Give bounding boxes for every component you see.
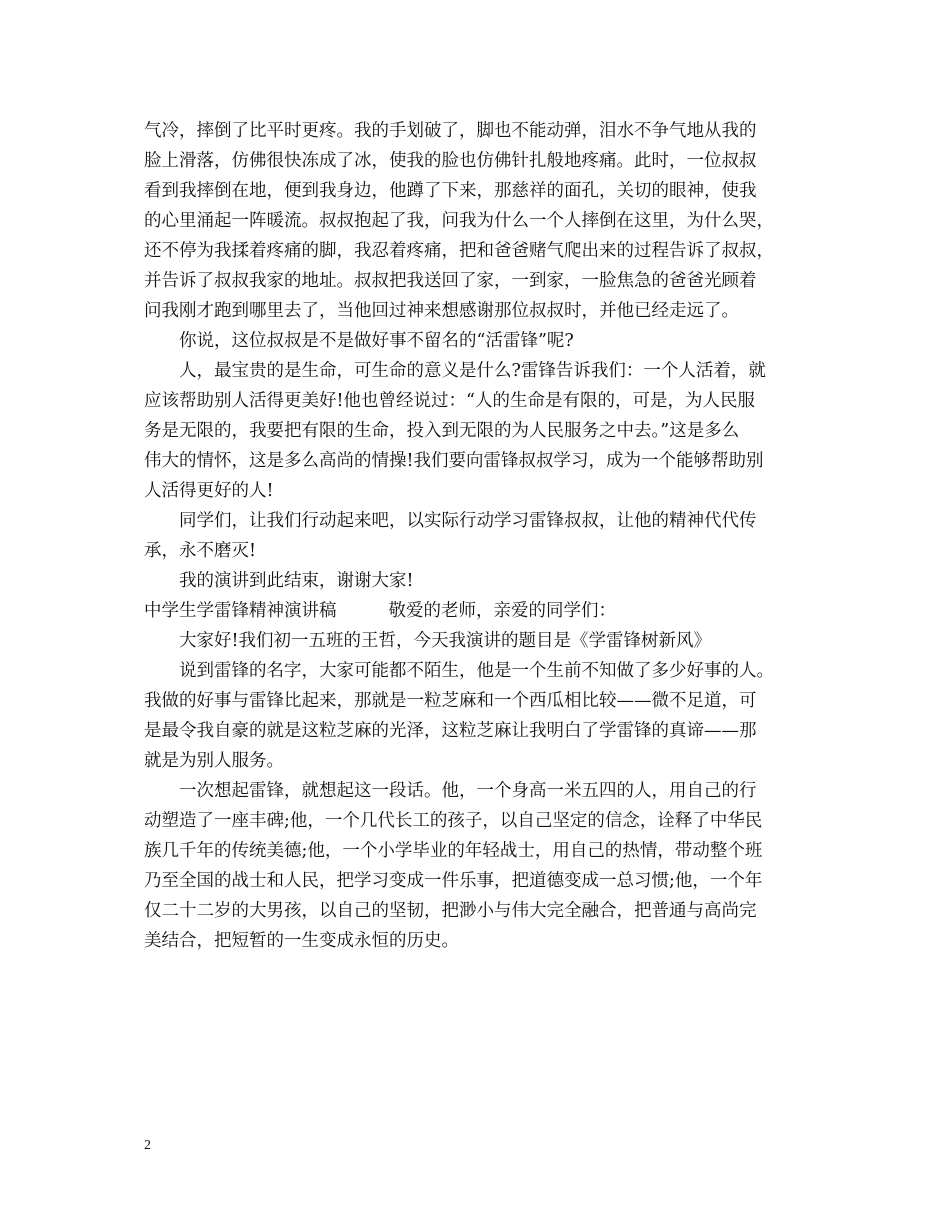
salutation: 敬爱的老师，亲爱的同学们： xyxy=(388,601,616,621)
text-line: 族几千年的传统美德;他，一个小学毕业的年轻战士，用自己的热情，带动整个班 xyxy=(144,841,763,861)
paragraph-start-line: 同学们，让我们行动起来吧，以实际行动学习雷锋叔叔，让他的精神代代传 xyxy=(179,511,757,531)
text-line: 是最令我自豪的就是这粒芝麻的光泽，这粒芝麻让我明白了学雷锋的真谛——那 xyxy=(144,721,757,741)
paragraph-start-line: 你说，这位叔叔是不是做好事不留名的“活雷锋”呢? xyxy=(179,331,574,351)
section-title-line xyxy=(144,596,820,626)
text-line: 仅二十二岁的大男孩，以自己的坚韧，把渺小与伟大完全融合，把普通与高尚完 xyxy=(144,901,757,921)
text-line: 并告诉了叔叔我家的地址。叔叔把我送回了家，一到家，一脸焦急的爸爸光顾着 xyxy=(144,271,757,291)
text-line: 就是为别人服务。 xyxy=(144,751,284,771)
text-line: 还不停为我揉着疼痛的脚，我忍着疼痛，把和爸爸赌气爬出来的过程告诉了叔叔， xyxy=(144,241,774,261)
text-line: 问我刚才跑到哪里去了，当他回过神来想感谢那位叔叔时，并他已经走远了。 xyxy=(144,301,739,321)
page-number: 2 xyxy=(144,1138,151,1153)
text-line: 气冷，摔倒了比平时更疼。我的手划破了，脚也不能动弹，泪水不争气地从我的 xyxy=(144,121,757,141)
paragraph-start-line: 大家好!我们初一五班的王哲，今天我演讲的题目是《学雷锋树新风》 xyxy=(179,631,712,651)
paragraph-start-line: 说到雷锋的名字，大家可能都不陌生，他是一个生前不知做了多少好事的人。 xyxy=(179,661,774,681)
text-line: 人活得更好的人! xyxy=(144,481,274,501)
text-line: 看到我摔倒在地，便到我身边，他蹲了下来，那慈祥的面孔，关切的眼神，使我 xyxy=(144,181,757,201)
text-line: 我做的好事与雷锋比起来，那就是一粒芝麻和一个西瓜相比较——微不足道，可 xyxy=(144,691,757,711)
text-line: 承，永不磨灭! xyxy=(144,541,257,561)
paragraph-start-line: 一次想起雷锋，就想起这一段话。他，一个身高一米五四的人，用自己的行 xyxy=(179,781,757,801)
text-line: 美结合，把短暂的一生变成永恒的历史。 xyxy=(144,931,459,951)
text-line: 伟大的情怀，这是多么高尚的情操!我们要向雷锋叔叔学习，成为一个能够帮助别 xyxy=(144,451,764,471)
document-body xyxy=(144,116,820,956)
text-line: 务是无限的，我要把有限的生命，投入到无限的为人民服务之中去。”这是多么 xyxy=(144,421,740,441)
paragraph-start-line: 人，最宝贵的是生命，可生命的意义是什么?雷锋告诉我们：一个人活着，就 xyxy=(179,361,766,381)
text-line: 的心里涌起一阵暖流。叔叔抱起了我，问我为什么一个人摔倒在这里，为什么哭， xyxy=(144,211,774,231)
text-line: 动塑造了一座丰碑;他，一个几代长工的孩子，以自己坚定的信念，诠释了中华民 xyxy=(144,811,763,831)
text-line: 乃至全国的战士和人民，把学习变成一件乐事，把道德变成一总习惯;他，一个年 xyxy=(144,871,763,891)
text-line: 脸上滑落，仿佛很快冻成了冰，使我的脸也仿佛针扎般地疼痛。此时，一位叔叔 xyxy=(144,151,757,171)
text-line: 应该帮助别人活得更美好!他也曾经说过：“人的生命是有限的，可是，为人民服 xyxy=(144,391,755,411)
section-title: 中学生学雷锋精神演讲稿 xyxy=(144,601,337,621)
paragraph-start-line: 我的演讲到此结束，谢谢大家! xyxy=(179,571,414,591)
